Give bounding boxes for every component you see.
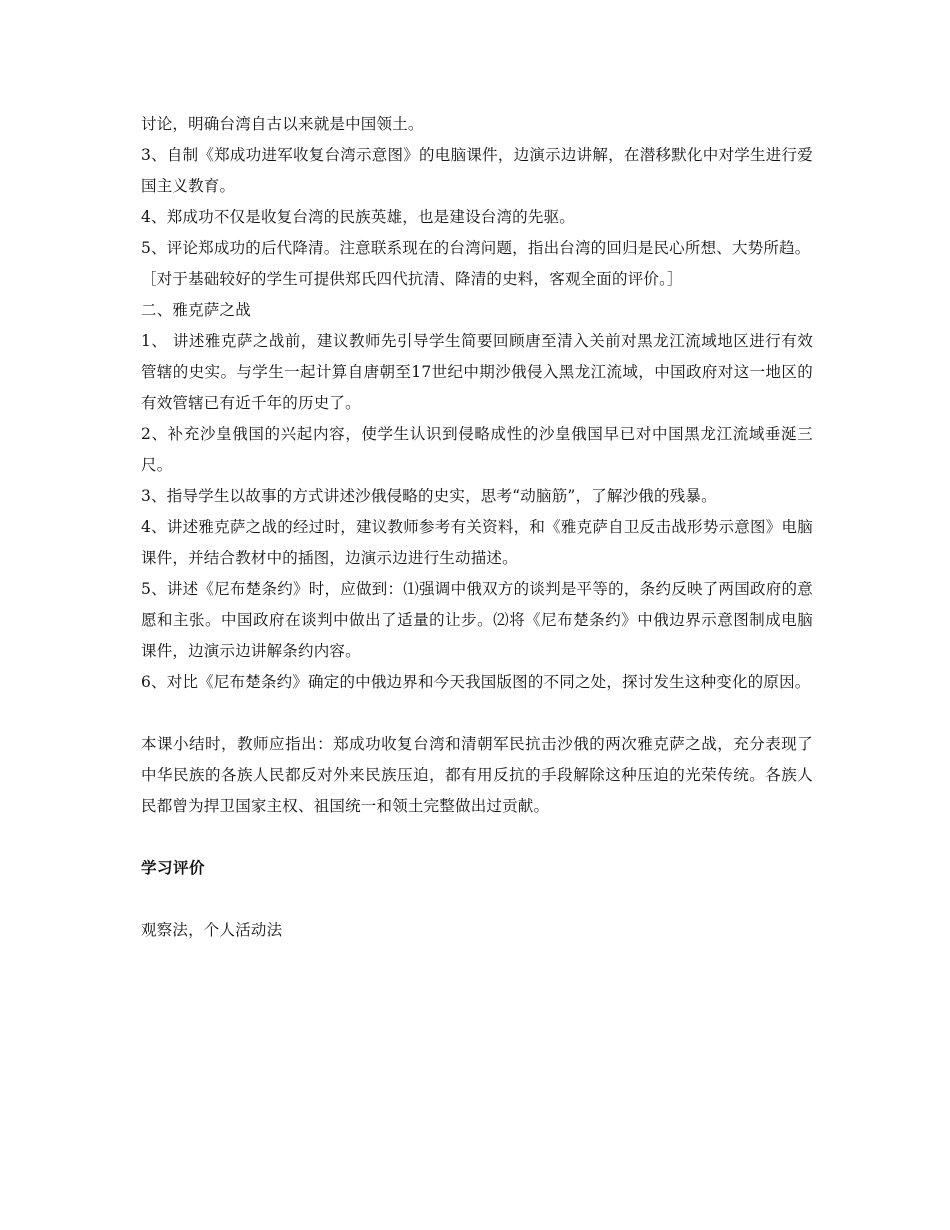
blank-line [141, 698, 813, 729]
paragraph-item-4: 4、郑成功不仅是收复台湾的民族英雄，也是建设台湾的先驱。 [141, 208, 575, 226]
paragraph-yakesa-1: 1、 讲述雅克萨之战前，建议教师先引导学生简要回顾唐至清入关前对黑龙江流域地区进行有效管辖的史实。与学生一起计算自唐朝至17世纪中期沙俄侵入黑龙江流域，中国政府对这一地区的有效管辖已有近千年的历史了。 [141, 332, 813, 412]
paragraph-item-3: 3、自制《郑成功进军收复台湾示意图》的电脑课件，边演示边讲解，在潜移默化中对学生进行爱国主义教育。 [141, 146, 813, 195]
paragraph-yakesa-2: 2、补充沙皇俄国的兴起内容，使学生认识到侵略成性的沙皇俄国早已对中国黑龙江流域垂涎三尺。 [141, 425, 813, 474]
paragraph-note: ［对于基础较好的学生可提供郑氏四代抗清、降清的史料，客观全面的评价。］ [141, 270, 683, 288]
paragraph-summary: 本课小结时，教师应指出：郑成功收复台湾和清朝军民抗击沙俄的两次雅克萨之战，充分表现了中华民族的各族人民都反对外来民族压迫，都有用反抗的手段解除这种压迫的光荣传统。各族人民都曾为捍卫国家主权、祖国统一和领土完整做出过贡献。 [141, 735, 813, 815]
paragraph-yakesa-4: 4、讲述雅克萨之战的经过时，建议教师参考有关资料，和《雅克萨自卫反击战形势示意图》电脑课件，并结合教材中的插图，边演示边进行生动描述。 [141, 518, 813, 567]
paragraph-item-5: 5、评论郑成功的后代降清。注意联系现在的台湾问题，指出台湾的回归是民心所想、大势所趋。 [141, 239, 811, 257]
paragraph-discussion: 讨论，明确台湾自古以来就是中国领土。 [141, 115, 424, 133]
evaluation-text: 观察法，个人活动法 [141, 921, 283, 939]
paragraph-yakesa-3: 3、指导学生以故事的方式讲述沙俄侵略的史实，思考“动脑筋”，了解沙俄的残暴。 [141, 487, 717, 505]
blank-line [141, 822, 813, 853]
paragraph-yakesa-6: 6、对比《尼布楚条约》确定的中俄边界和今天我国版图的不同之处，探讨发生这种变化的原因。 [141, 673, 811, 691]
document-page [141, 109, 813, 946]
evaluation-heading: 学习评价 [141, 859, 206, 877]
blank-line [141, 884, 813, 915]
paragraph-yakesa-5: 5、讲述《尼布楚条约》时，应做到：⑴强调中俄双方的谈判是平等的，条约反映了两国政府的意愿和主张。中国政府在谈判中做出了适量的让步。⑵将《尼布楚条约》中俄边界示意图制成电脑课件，边演示边讲解条约内容。 [141, 580, 813, 660]
section-title-yakesa: 二、雅克萨之战 [141, 301, 251, 319]
